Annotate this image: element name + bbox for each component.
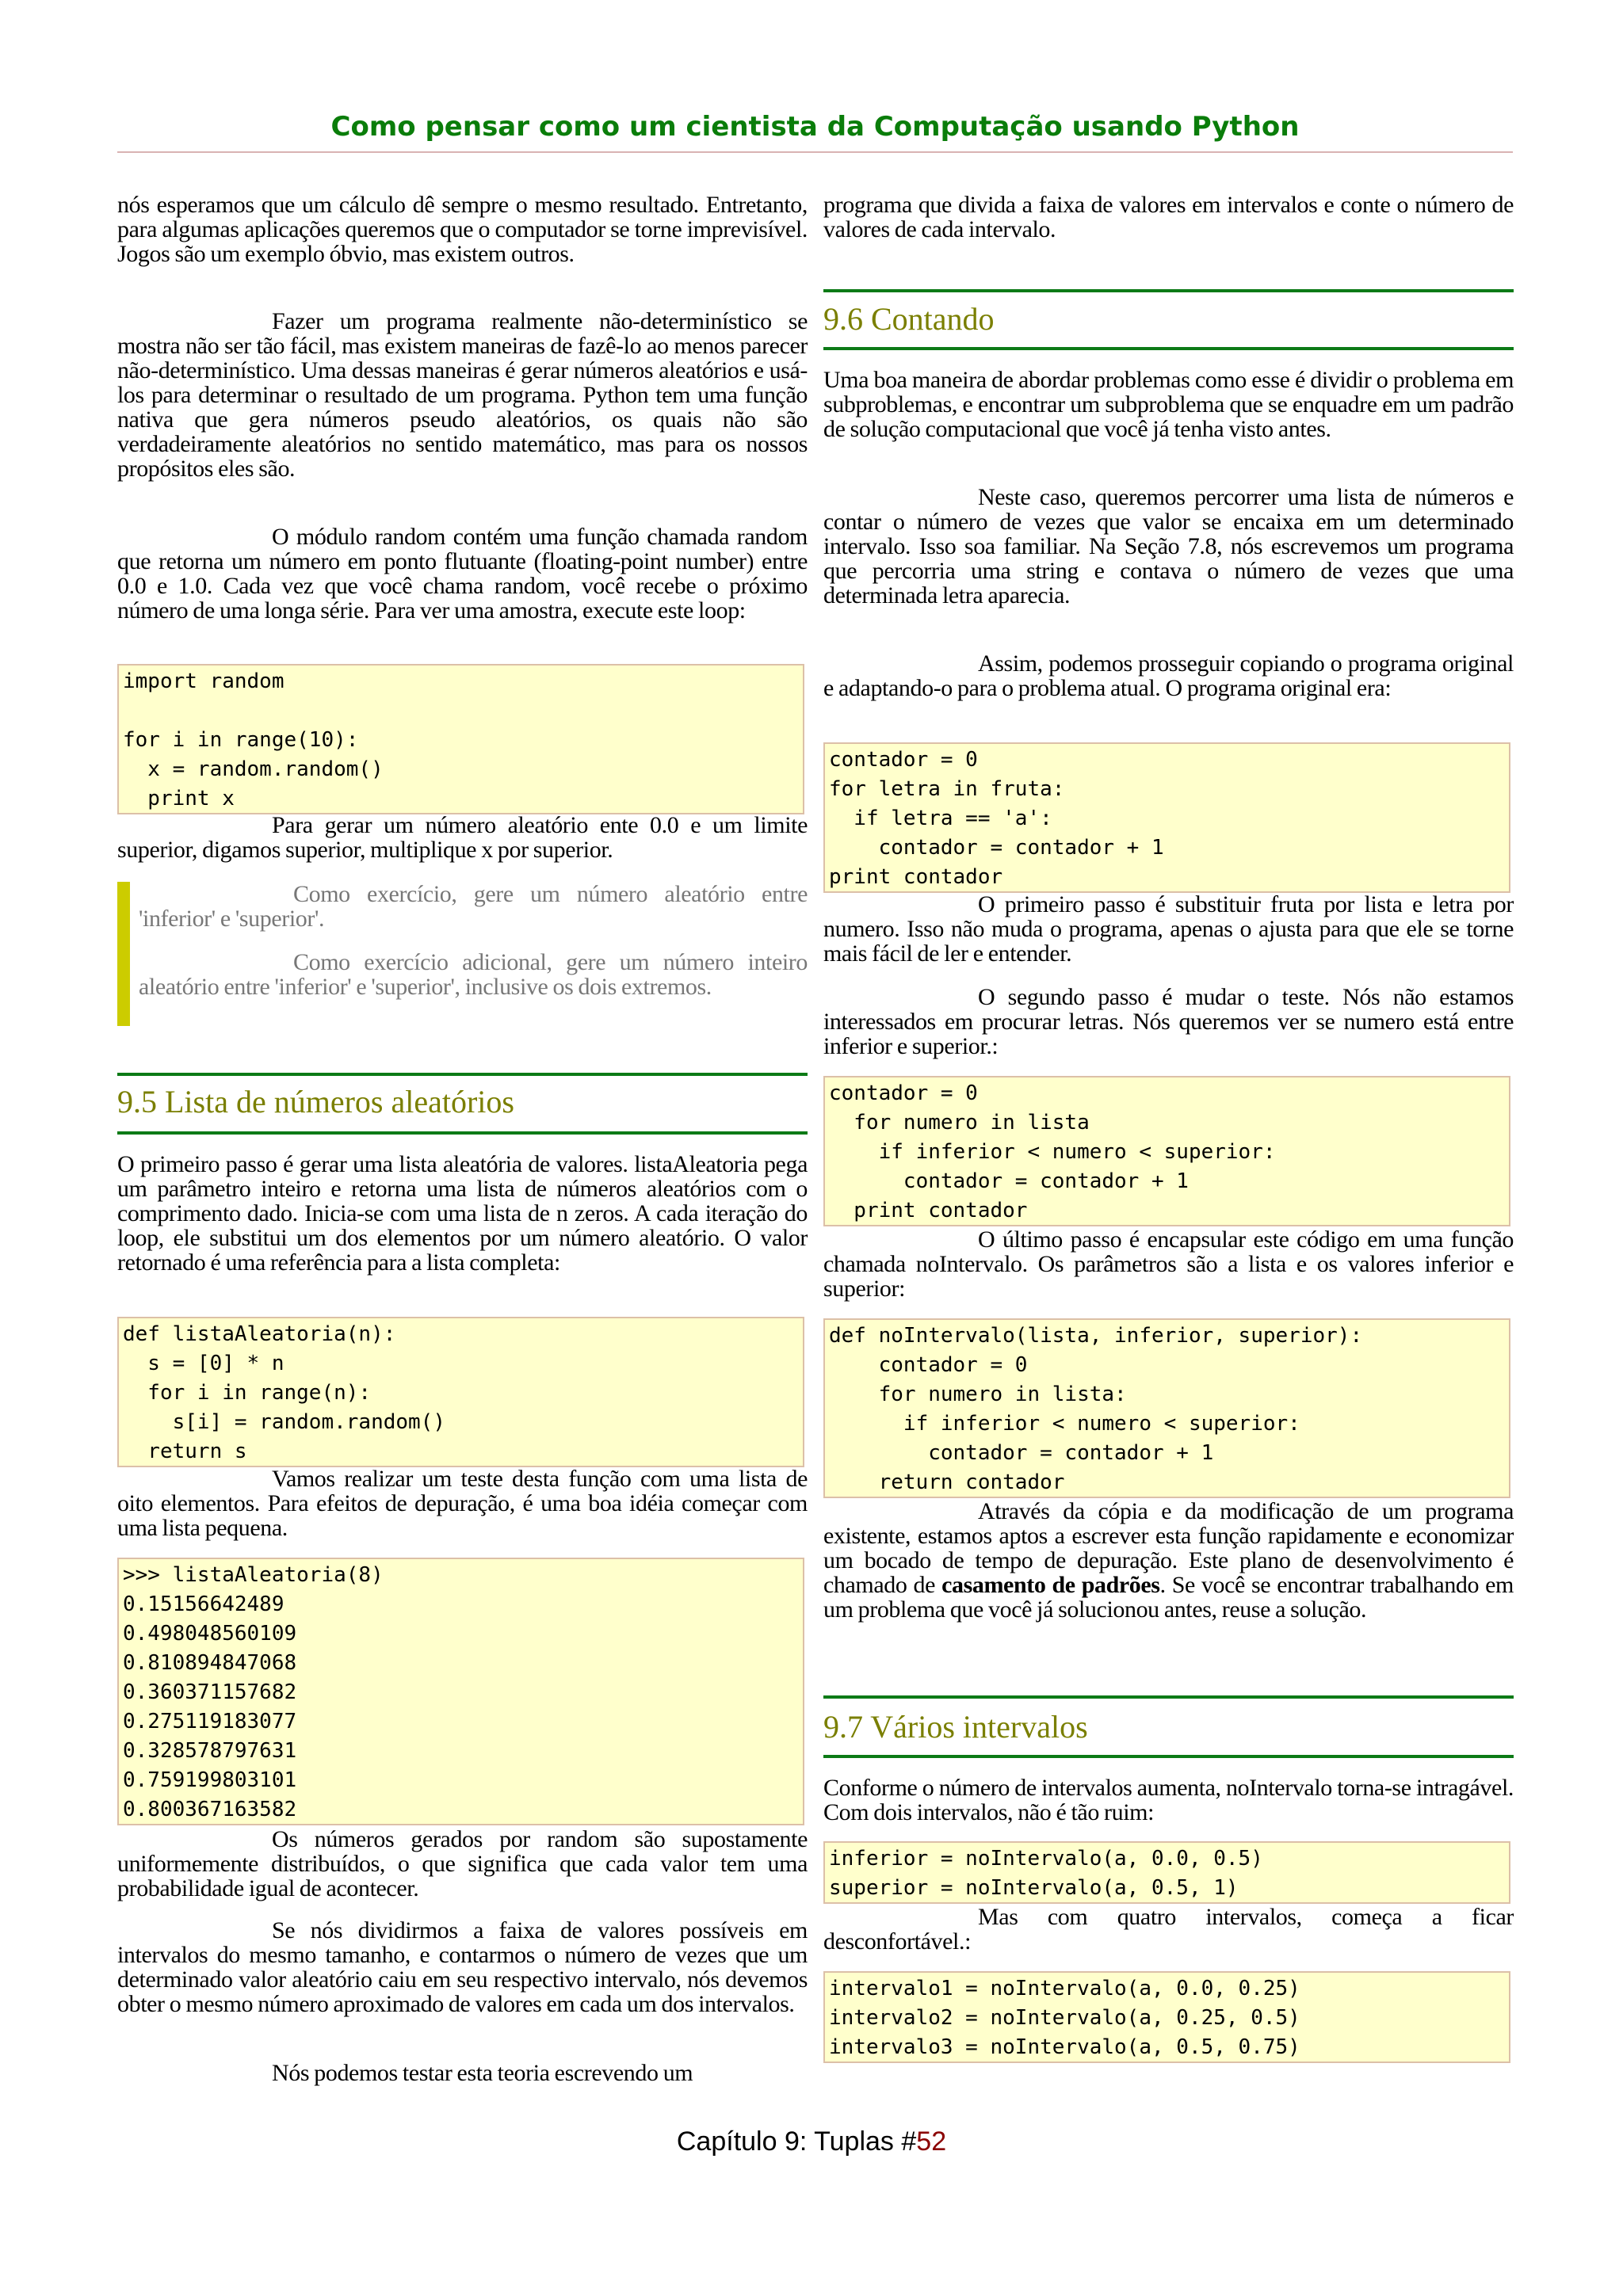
paragraph: Uma boa maneira de abordar problemas como esse é dividir o problema em subproblemas, e encontrar um subproblema que se enquadre em um padrão de solução computacional que você já tenha visto antes. (823, 367, 1514, 442)
section-rule (823, 1695, 1514, 1699)
running-header-title: Como pensar como um cientista da Computação usando Python (330, 111, 1300, 143)
bold-term: casamento de padrões (941, 1572, 1160, 1598)
code-line: superior = noIntervalo(a, 0.5, 1) (829, 1876, 1239, 1900)
code-line: def listaAleatoria(n): (123, 1322, 396, 1346)
section-rule (823, 1755, 1514, 1758)
code-line: 0.800367163582 (123, 1798, 297, 1821)
code-line (123, 696, 799, 726)
code-line: for i in range(10): (123, 728, 359, 752)
code-line: 0.328578797631 (123, 1739, 297, 1763)
code-line: contador = 0 (829, 1353, 1028, 1377)
code-line: 0.759199803101 (123, 1768, 297, 1792)
code-line: if letra == 'a': (829, 807, 1052, 830)
header-divider (117, 151, 1513, 153)
code-line: contador = contador + 1 (829, 1441, 1214, 1465)
code-line: for numero in lista (829, 1111, 1090, 1135)
paragraph: O módulo random contém uma função chamada random que retorna um número em ponto flutuante (floating-point number) entre 0.0 e 1.0. Cada vez que você chama random, você recebe o próximo número de uma longa série. Para ver uma amostra, execute este loop: (117, 524, 808, 624)
code-line: def noIntervalo(lista, inferior, superior): (829, 1324, 1363, 1348)
code-line: inferior = noIntervalo(a, 0.0, 0.5) (829, 1847, 1263, 1871)
paragraph: Se nós dividirmos a faixa de valores possíveis em intervalos do mesmo tamanho, e contarmos o número de vezes que um determinado valor aleatório caiu em seu respectivo intervalo, nós devemos obter o mesmo número aproximado de valores em cada um dos intervalos. (117, 1917, 808, 2017)
chapter-label: Capítulo 9: Tuplas # (676, 2126, 917, 2157)
section-rule (117, 1131, 808, 1135)
paragraph: O último passo é encapsular este código em uma função chamada noIntervalo. Os parâmetros são a lista e os valores inferior e superior: (823, 1226, 1514, 1302)
code-line: 0.275119183077 (123, 1710, 297, 1733)
code-line: for letra in fruta: (829, 777, 1065, 801)
paragraph: Neste caso, queremos percorrer uma lista de números e contar o número de vezes que valor se encaixa em um determinado intervalo. Isso soa familiar. Na Seção 7.8, nós escrevemos um programa que percorria uma string e contava o número de vezes que uma determinada letra aparecia. (823, 484, 1514, 608)
code-line: print x (123, 787, 235, 810)
section-rule (823, 347, 1514, 350)
code-line: contador = 0 (829, 748, 978, 772)
code-block-listaAleatoria (117, 1317, 804, 1467)
paragraph: nós esperamos que um cálculo dê sempre o mesmo resultado. Entretanto, para algumas aplicações queremos que o computador se torne imprevisível. Jogos são um exemplo óbvio, mas existem outros. (117, 192, 808, 267)
code-line: contador = 0 (829, 1081, 978, 1105)
paragraph: Os números gerados por random são supostamente uniformemente distribuídos, o que significa que cada valor tem uma probabilidade igual de acontecer. (117, 1826, 808, 1901)
paragraph: Fazer um programa realmente não-determinístico se mostra não ser tão fácil, mas existem maneiras de fazê-lo ao menos parecer não-determinístico. Uma dessas maneiras é gerar números aleatórios e usá-los para determinar o resultado de um programa. Python tem uma função nativa que gera números pseudo aleatórios, os quais não são verdadeiramente aleatórios no sentido matemático, mas para os nossos propósitos eles são. (117, 308, 808, 482)
exercise-text: Como exercício, gere um número aleatório entre 'inferior' e 'superior'. (139, 881, 808, 932)
paragraph: Nós podemos testar esta teoria escrevendo um (272, 2060, 693, 2086)
code-line: 0.498048560109 (123, 1622, 297, 1646)
code-line: 0.810894847068 (123, 1651, 297, 1675)
code-block-contador-intervalo (823, 1076, 1510, 1226)
paragraph: O segundo passo é mudar o teste. Nós não estamos interessados em procurar letras. Nós queremos ver se numero está entre inferior e superior.: (823, 984, 1514, 1059)
paragraph: Conforme o número de intervalos aumenta, noIntervalo torna-se intragável. Com dois intervalos, não é tão ruim: (823, 1775, 1514, 1825)
text: Através da cópia e da modificação de um programa existente, estamos aptos a escrever esta função rapidamente e economizar um bocado de tempo de depuração. Este plano de desenvolvimento é chamado de (823, 1498, 1514, 1598)
section-heading: 9.7 Vários intervalos (823, 1709, 1088, 1745)
paragraph: O primeiro passo é gerar uma lista aleatória de valores. listaAleatoria pega um parâmetro inteiro e retorna uma lista de números aleatórios com o comprimento dado. Inicia-se com uma lista de n zeros. A cada iteração do loop, ele substitui um dos elementos por um número aleatório. O valor retornado é uma referência para a lista completa: (117, 1151, 808, 1276)
code-line: 0.360371157682 (123, 1680, 297, 1704)
code-block-two-intervals (823, 1841, 1510, 1904)
code-block-four-intervals (823, 1971, 1510, 2063)
code-line: return s (123, 1440, 247, 1463)
exercise-bar (117, 882, 130, 1026)
code-line: s[i] = random.random() (123, 1410, 445, 1434)
code-line: >>> listaAleatoria(8) (123, 1563, 384, 1587)
code-line: intervalo1 = noIntervalo(a, 0.0, 0.25) (829, 1977, 1300, 2000)
code-line: x = random.random() (123, 757, 384, 781)
code-block-contador (823, 742, 1510, 893)
page-number: 52 (916, 2126, 947, 2157)
code-line: if inferior < numero < superior: (829, 1140, 1276, 1164)
section-heading: 9.6 Contando (823, 301, 995, 337)
code-line: contador = contador + 1 (829, 836, 1164, 860)
paragraph: Para gerar um número aleatório ente 0.0 e um limite superior, digamos superior, multiplique x por superior. (117, 812, 808, 863)
code-block-noIntervalo (823, 1318, 1510, 1498)
paragraph: Mas com quatro intervalos, começa a ficar desconfortável.: (823, 1904, 1514, 1955)
code-line: print contador (829, 1199, 1028, 1222)
page-footer (0, 2126, 1623, 2157)
code-line: for i in range(n): (123, 1381, 372, 1405)
paragraph: Vamos realizar um teste desta função com uma lista de oito elementos. Para efeitos de depuração, é uma boa idéia começar com uma lista pequena. (117, 1466, 808, 1541)
code-block-random-loop (117, 664, 804, 814)
paragraph: Assim, podemos prosseguir copiando o programa original e adaptando-o para o problema atual. O programa original era: (823, 650, 1514, 701)
section-heading: 9.5 Lista de números aleatórios (117, 1084, 514, 1119)
code-line: intervalo3 = noIntervalo(a, 0.5, 0.75) (829, 2035, 1300, 2059)
code-line: print contador (829, 865, 1003, 889)
paragraph: O primeiro passo é substituir fruta por lista e letra por numero. Isso não muda o programa, apenas o ajusta para que ele se torne mais fácil de ler e entender. (823, 891, 1514, 967)
section-rule (117, 1073, 808, 1076)
code-line: import random (123, 669, 285, 693)
code-block-output (117, 1558, 804, 1825)
code-line: contador = contador + 1 (829, 1169, 1189, 1193)
code-line: intervalo2 = noIntervalo(a, 0.25, 0.5) (829, 2006, 1300, 2030)
section-rule (823, 289, 1514, 292)
code-line: s = [0] * n (123, 1352, 285, 1375)
paragraph (823, 1499, 1514, 1622)
text: . Se você se encontrar trabalhando em um problema que você já solucionou antes, reuse a solução. (823, 1572, 1514, 1623)
paragraph: programa que divida a faixa de valores em intervalos e conte o número de valores de cada intervalo. (823, 192, 1514, 242)
code-line: 0.15156642489 (123, 1592, 285, 1616)
code-line: for numero in lista: (829, 1383, 1127, 1406)
code-line: if inferior < numero < superior: (829, 1412, 1300, 1436)
exercise-text: Como exercício adicional, gere um número inteiro aleatório entre 'inferior' e 'superior', inclusive os dois extremos. (139, 949, 808, 1000)
code-line: return contador (829, 1470, 1065, 1494)
